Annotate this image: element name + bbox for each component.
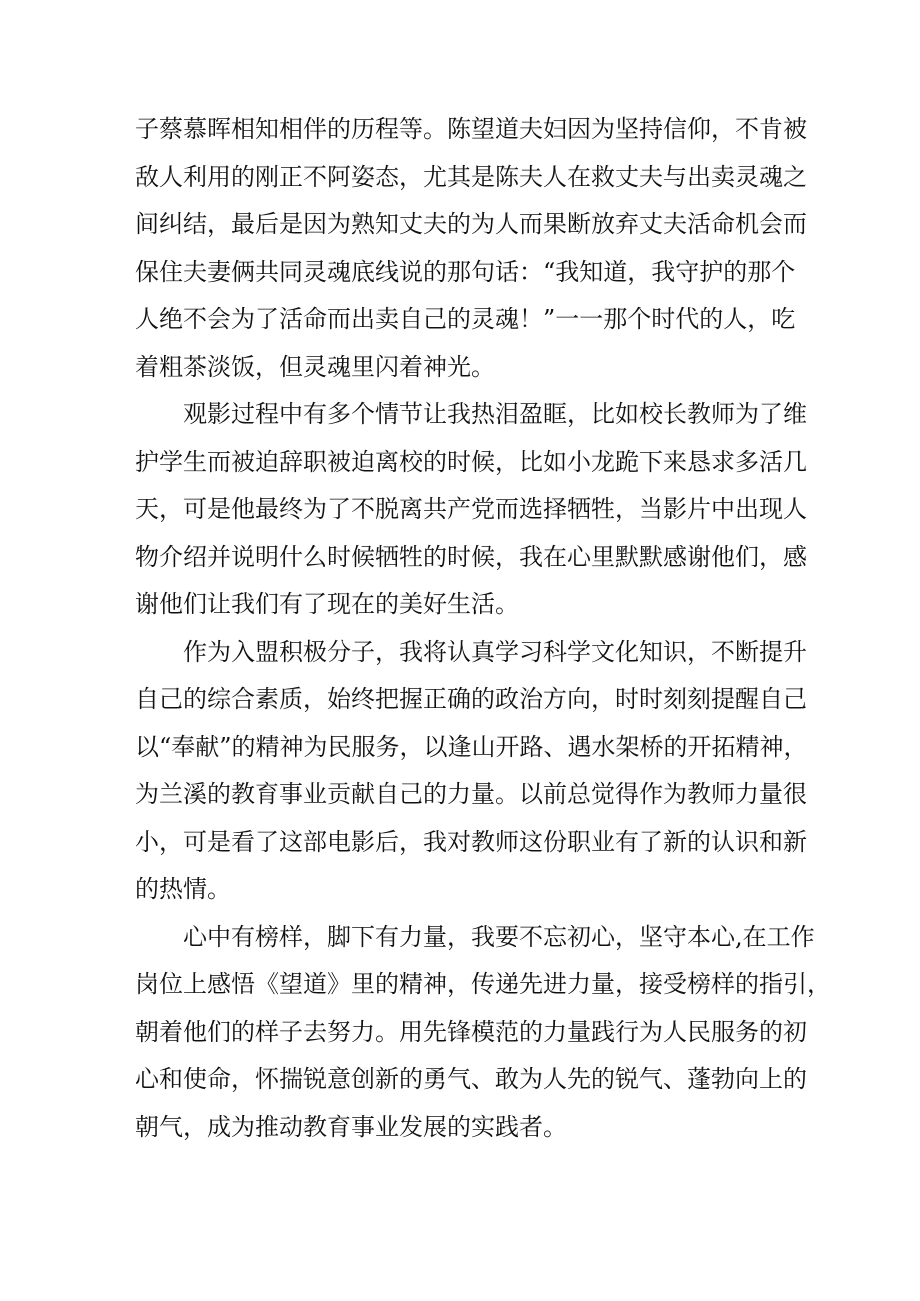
text-line: 观影过程中有多个情节让我热泪盈眶，比如校长教师为了维 (183, 400, 807, 428)
text-line: 小，可是看了这部电影后，我对教师这份职业有了新的认识和新 (135, 827, 807, 856)
paragraph-2 (135, 391, 807, 629)
text-line: 着粗茶淡饭，但灵魂里闪着神光。 (135, 352, 495, 381)
text-line: 物介绍并说明什么时候牺牲的时候，我在心里默默感谢他们，感 (135, 542, 807, 571)
text-line: 人绝不会为了活命而出卖自己的灵魂！”一一那个时代的人，吃 (135, 305, 796, 333)
text-line: 谢他们让我们有了现在的美好生活。 (135, 590, 519, 618)
text-line: 朝着他们的样子去努力。用先锋模范的力量践行为人民服务的初 (135, 1017, 807, 1046)
text-line: 天，可是他最终为了不脱离共产党而选择牺牲，当影片中出现人 (135, 495, 807, 523)
paragraph-1 (135, 106, 807, 391)
text-line: 间纠结，最后是因为熟知丈夫的为人而果断放弃丈夫活命机会而 (135, 210, 807, 238)
text-line: 的热情。 (135, 875, 231, 903)
text-line: 岗位上感悟《望道》里的精神，传递先进力量，接受榜样的指引， (135, 970, 831, 998)
paragraph-3 (135, 629, 808, 914)
document-page (135, 106, 831, 1151)
text-line: 护学生而被迫辞职被迫离校的时候，比如小龙跪下来恳求多活几 (135, 447, 807, 476)
text-line: 敌人利用的刚正不阿姿态，尤其是陈夫人在救丈夫与出卖灵魂之 (135, 162, 807, 191)
text-line: 子蔡慕晖相知相伴的历程等。陈望道夫妇因为坚持信仰，不肯被 (135, 115, 807, 143)
text-line: 自己的综合素质，始终把握正确的政治方向，时时刻刻提醒自己 (135, 685, 807, 713)
text-line: 以“奉献”的精神为民服务，以逢山开路、遇水架桥的开拓精神， (135, 732, 808, 761)
paragraph-4 (135, 914, 831, 1152)
text-line: 心中有榜样，脚下有力量，我要不忘初心，坚守本心,在工作 (183, 922, 815, 951)
text-line: 朝气，成为推动教育事业发展的实践者。 (135, 1112, 567, 1141)
text-line: 作为入盟积极分子，我将认真学习科学文化知识，不断提升 (183, 637, 807, 666)
text-line: 保住夫妻俩共同灵魂底线说的那句话：“我知道，我守护的那个 (135, 257, 796, 286)
text-line: 为兰溪的教育事业贡献自己的力量。以前总觉得作为教师力量很 (135, 780, 807, 808)
text-line: 心和使命，怀揣锐意创新的勇气、敢为人先的锐气、蓬勃向上的 (135, 1065, 807, 1093)
